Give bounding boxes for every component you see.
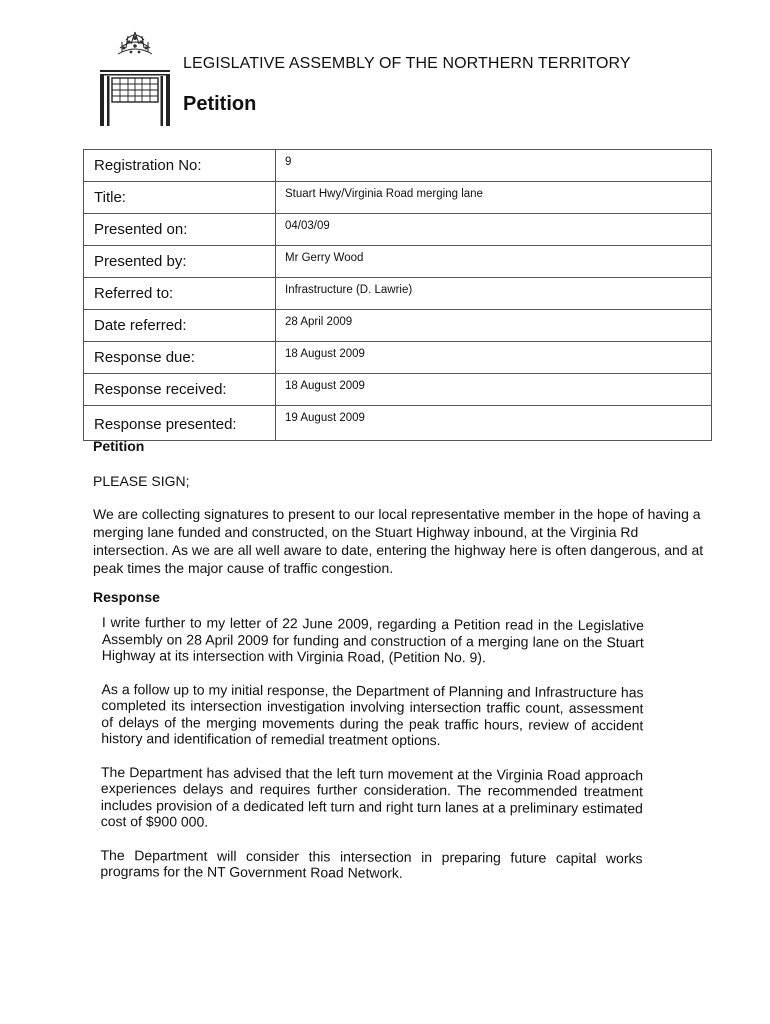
response-paragraph: I write further to my letter of 22 June 2009, regarding a Petition read in the Legislative Assembly on 28 April 2009 for funding and construction of a merging lane on the Stuart Highway at its intersection with Virginia Road, (Petition No. 9). [101, 614, 644, 666]
table-row [84, 342, 712, 374]
registration-no-label: Registration No: [84, 150, 276, 182]
response-paragraph: As a follow up to my initial response, the Department of Planning and Infrastructure has completed its intersection investigation involving intersection traffic count, assessment of delays of the merging movements during the peak traffic hours, review of accident history and identification of remedial treatment options. [101, 680, 644, 749]
date-referred-label: Date referred: [84, 310, 276, 342]
response-received-value: 18 August 2009 [276, 374, 712, 406]
table-row [84, 406, 712, 441]
table-row [84, 310, 712, 342]
presented-by-label: Presented by: [84, 246, 276, 278]
response-paragraph: The Department will consider this intersection in preparing future capital works programs for the NT Government Road Network. [100, 846, 643, 881]
table-row [84, 246, 712, 278]
presented-on-label: Presented on: [84, 214, 276, 246]
title-value: Stuart Hwy/Virginia Road merging lane [276, 182, 712, 214]
registration-no-value: 9 [276, 150, 712, 182]
presented-on-value: 04/03/09 [276, 214, 712, 246]
document-title: Petition [183, 93, 257, 115]
response-paragraph: The Department has advised that the left turn movement at the Virginia Road approach experiences delays and requires further consideration. The recommended treatment includes provision of a dedicated left turn and right turn lanes at a preliminary estimated cost of $900 000. [100, 763, 644, 830]
response-due-label: Response due: [84, 342, 276, 374]
presented-by-value: Mr Gerry Wood [276, 246, 712, 278]
petition-heading: Petition [93, 438, 145, 454]
response-letter [100, 614, 644, 900]
assembly-title: LEGISLATIVE ASSEMBLY OF THE NORTHERN TERRITORY [183, 55, 631, 72]
date-referred-value: 28 April 2009 [276, 310, 712, 342]
title-label: Title: [84, 182, 276, 214]
table-row [84, 182, 712, 214]
response-presented-label: Response presented: [84, 406, 276, 441]
response-received-label: Response received: [84, 374, 276, 406]
response-due-value: 18 August 2009 [276, 342, 712, 374]
response-heading: Response [93, 589, 160, 605]
table-row [84, 278, 712, 310]
table-row [84, 214, 712, 246]
table-row [84, 374, 712, 406]
referred-to-label: Referred to: [84, 278, 276, 310]
petition-text: We are collecting signatures to present to our local representative member in the hope of having a merging lane funded and constructed, on the Stuart Highway inbound, at the Virginia Rd intersection. As we are all well aware to date, entering the highway here is often dangerous, and at peak times the major cause of traffic congestion. [93, 506, 704, 576]
assembly-crest-logo [98, 30, 172, 128]
petition-intro: PLEASE SIGN; [93, 473, 190, 489]
referred-to-value: Infrastructure (D. Lawrie) [276, 278, 712, 310]
registration-table [83, 149, 712, 441]
table-row [84, 150, 712, 182]
response-presented-value: 19 August 2009 [276, 406, 712, 441]
